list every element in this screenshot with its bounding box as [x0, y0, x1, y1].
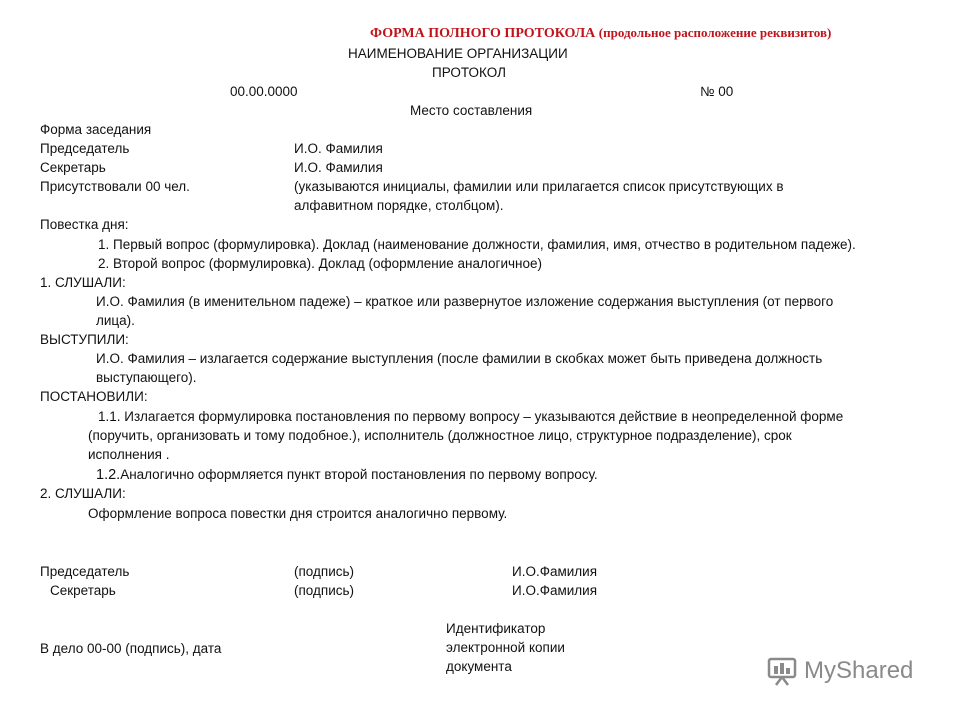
watermark-brand-text: MyShared [804, 657, 914, 684]
resolution-1-1-line2: (поручить, организовать и тому подобное.), исполнитель (должностное лицо, структурное подразделение), срок [88, 428, 792, 443]
signature-secretary-label: Секретарь [50, 583, 116, 598]
section1-resolved-heading: ПОСТАНОВИЛИ: [40, 389, 148, 404]
section1-spoke-line2: выступающего). [96, 370, 197, 385]
resolution-1-1-line3: исполнения . [88, 447, 170, 462]
signature-chair-label: Председатель [40, 564, 130, 579]
secretary-name: И.О. Фамилия [294, 160, 383, 175]
chair-label: Председатель [40, 141, 130, 156]
file-note: В дело 00-00 (подпись), дата [40, 641, 222, 656]
chair-name: И.О. Фамилия [294, 141, 383, 156]
section2-heard-text: Оформление вопроса повестки дня строится аналогично первому. [88, 506, 508, 521]
resolution-1-1-line1: 1.1. Излагается формулировка постановления по первому вопросу – указываются действие в неопределенной форме [98, 409, 844, 424]
myshared-watermark [766, 655, 913, 687]
section1-heard-line2: лица). [96, 313, 135, 328]
place-of-compilation: Место составления [410, 103, 533, 118]
present-note-line2: алфавитном порядке, столбцом). [294, 198, 504, 213]
electronic-id-line3: документа [446, 659, 512, 674]
signature-chair-name: И.О.Фамилия [512, 564, 598, 579]
agenda-item-1: 1. Первый вопрос (формулировка). Доклад (наименование должности, фамилия, имя, отчество в родительном падеже). [98, 237, 856, 252]
document-date: 00.00.0000 [230, 84, 298, 99]
organization-name: НАИМЕНОВАНИЕ ОРГАНИЗАЦИИ [348, 46, 568, 61]
section1-heard-line1: И.О. Фамилия (в именительном падеже) – краткое или развернутое изложение содержания выступления (от первого [96, 294, 834, 309]
section1-spoke-heading: ВЫСТУПИЛИ: [40, 332, 129, 347]
signature-chair-sign: (подпись) [294, 564, 355, 579]
document-number: № 00 [700, 84, 734, 99]
resolution-1-2-number: 1.2. [96, 467, 121, 483]
present-note-line1: (указываются инициалы, фамилии или прилагается список присутствующих в [294, 179, 784, 194]
section1-spoke-line1: И.О. Фамилия – излагается содержание выступления (после фамилии в скобках может быть приведена должность [96, 351, 823, 366]
electronic-id-line1: Идентификатор [446, 621, 546, 636]
secretary-label: Секретарь [40, 160, 106, 175]
document-type: ПРОТОКОЛ [432, 65, 506, 80]
present-label: Присутствовали 00 чел. [40, 179, 190, 194]
signature-secretary-name: И.О.Фамилия [512, 583, 598, 598]
form-title-main: ФОРМА ПОЛНОГО ПРОТОКОЛА [370, 26, 596, 41]
agenda-heading: Повестка дня: [40, 217, 129, 232]
resolution-1-2 [96, 466, 598, 484]
presentation-board-icon [766, 655, 798, 687]
agenda-item-2: 2. Второй вопрос (формулировка). Доклад (оформление аналогичное) [98, 256, 542, 271]
signature-secretary-sign: (подпись) [294, 583, 355, 598]
meeting-form: Форма заседания [40, 122, 152, 137]
electronic-id-line2: электронной копии [446, 640, 565, 655]
resolution-1-2-text: Аналогично оформляется пункт второй постановления по первому вопросу. [120, 467, 598, 482]
form-title [370, 24, 831, 43]
section1-heard-heading: 1. СЛУШАЛИ: [40, 275, 126, 290]
form-title-sub: (продольное расположение реквизитов) [598, 25, 832, 40]
section2-heard-heading: 2. СЛУШАЛИ: [40, 486, 126, 501]
